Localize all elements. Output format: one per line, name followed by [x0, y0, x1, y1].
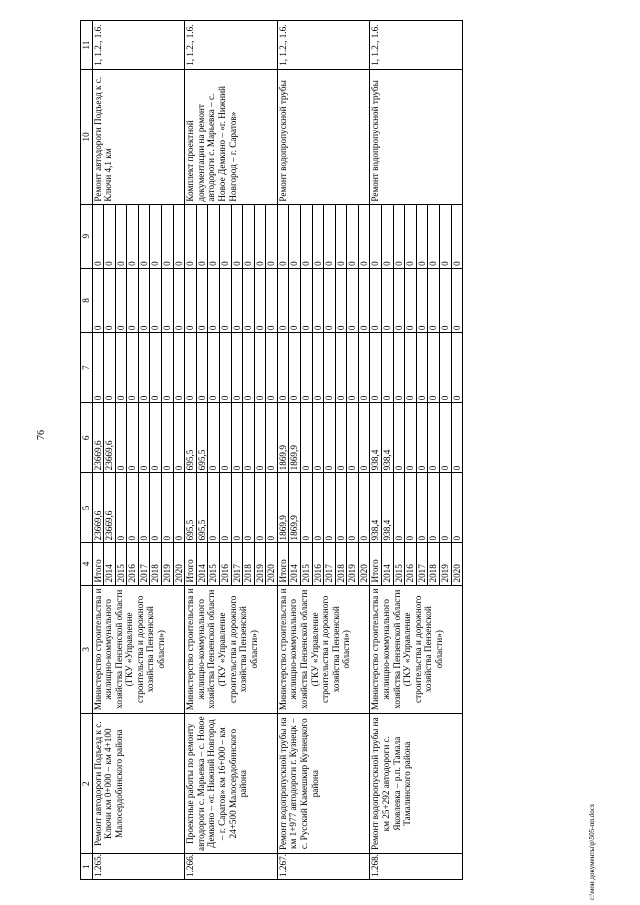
value-cell-v8: 0: [370, 268, 382, 332]
column-header-9: 9: [81, 204, 93, 268]
value-cell-v9: 0: [416, 204, 428, 268]
value-cell-v7: 0: [405, 333, 417, 403]
value-cell-v7: 0: [104, 333, 116, 403]
value-cell-v8: 0: [196, 268, 208, 332]
value-cell-v9: 0: [127, 204, 139, 268]
value-cell-v8: 0: [162, 268, 174, 332]
value-cell-v7: 0: [393, 333, 405, 403]
value-cell-v9: 0: [312, 204, 324, 268]
value-cell-v8: 0: [127, 268, 139, 332]
value-cell-v5: 1869,9: [277, 473, 289, 543]
value-cell-v6: 0: [347, 403, 359, 473]
value-cell-v8: 0: [335, 268, 347, 332]
value-cell-v7: 0: [439, 333, 451, 403]
value-cell-v7: 0: [382, 333, 394, 403]
column-header-10: 10: [81, 70, 93, 204]
value-cell-v5: 0: [428, 473, 440, 543]
value-cell-v7: 0: [150, 333, 162, 403]
value-cell-v9: 0: [289, 204, 301, 268]
value-cell-v9: 0: [266, 204, 278, 268]
value-cell-v5: 0: [347, 473, 359, 543]
value-cell-v7: 0: [289, 333, 301, 403]
value-cell-v5: 695,5: [185, 473, 197, 543]
value-cell-v7: 0: [312, 333, 324, 403]
header-row: [81, 21, 93, 880]
year-cell: 2020: [266, 543, 278, 585]
value-cell-v6: 0: [405, 403, 417, 473]
year-cell: 2016: [405, 543, 417, 585]
value-cell-v8: 0: [104, 268, 116, 332]
reference: 1, 1.2., 1.6.: [277, 21, 370, 70]
value-cell-v6: 0: [324, 403, 336, 473]
year-cell: 2018: [150, 543, 162, 585]
value-cell-v9: 0: [185, 204, 197, 268]
value-cell-v9: 0: [428, 204, 440, 268]
value-cell-v6: 938,4: [370, 403, 382, 473]
value-cell-v6: 0: [254, 403, 266, 473]
value-cell-v7: 0: [185, 333, 197, 403]
column-header-11: 11: [81, 21, 93, 70]
value-cell-v5: 1869,9: [289, 473, 301, 543]
value-cell-v8: 0: [382, 268, 394, 332]
value-cell-v6: 0: [243, 403, 255, 473]
value-cell-v9: 0: [115, 204, 127, 268]
value-cell-v6: 695,5: [185, 403, 197, 473]
column-header-6: 6: [81, 403, 93, 473]
value-cell-v6: 0: [173, 403, 185, 473]
value-cell-v7: 0: [115, 333, 127, 403]
value-cell-v8: 0: [358, 268, 370, 332]
value-cell-v5: 0: [243, 473, 255, 543]
value-cell-v8: 0: [428, 268, 440, 332]
table-row: [370, 21, 382, 880]
value-cell-v8: 0: [266, 268, 278, 332]
column-header-3: 3: [81, 585, 93, 714]
year-cell: 2015: [208, 543, 220, 585]
value-cell-v5: 0: [324, 473, 336, 543]
measure-name: Проектные работы по ремонту автодороги с. Марьевка – с. Новое Демкино – «г. Нижний Новгород – г. Саратов» км 16+000 – км 24+500 Малосердобинского района: [185, 714, 278, 854]
program-table: [80, 20, 463, 880]
value-cell-v7: 0: [208, 333, 220, 403]
value-cell-v5: 0: [416, 473, 428, 543]
value-cell-v9: 0: [162, 204, 174, 268]
value-cell-v8: 0: [277, 268, 289, 332]
value-cell-v7: 0: [335, 333, 347, 403]
value-cell-v9: 0: [347, 204, 359, 268]
value-cell-v5: 0: [138, 473, 150, 543]
value-cell-v8: 0: [208, 268, 220, 332]
value-cell-v7: 0: [451, 333, 463, 403]
value-cell-v9: 0: [219, 204, 231, 268]
year-cell: 2017: [416, 543, 428, 585]
value-cell-v6: 0: [266, 403, 278, 473]
year-cell: 2014: [289, 543, 301, 585]
value-cell-v9: 0: [277, 204, 289, 268]
value-cell-v5: 23669,6: [104, 473, 116, 543]
measure-name: Ремонт автодороги Подъезд к с. Ключи км 0+000 – км 4+100 Малосердобинского района: [92, 714, 185, 854]
value-cell-v6: 0: [127, 403, 139, 473]
value-cell-v6: 0: [219, 403, 231, 473]
year-cell: 2019: [254, 543, 266, 585]
year-cell: 2015: [393, 543, 405, 585]
value-cell-v6: 0: [150, 403, 162, 473]
value-cell-v7: 0: [324, 333, 336, 403]
value-cell-v7: 0: [196, 333, 208, 403]
year-cell: 2019: [162, 543, 174, 585]
value-cell-v5: 0: [358, 473, 370, 543]
value-cell-v7: 0: [358, 333, 370, 403]
value-cell-v6: 0: [439, 403, 451, 473]
column-header-5: 5: [81, 473, 93, 543]
page-number: 76: [36, 430, 47, 440]
value-cell-v8: 0: [393, 268, 405, 332]
value-cell-v8: 0: [115, 268, 127, 332]
year-cell: 2017: [138, 543, 150, 585]
value-cell-v8: 0: [243, 268, 255, 332]
value-cell-v9: 0: [150, 204, 162, 268]
year-cell: 2014: [104, 543, 116, 585]
year-cell: 2020: [173, 543, 185, 585]
value-cell-v6: 0: [451, 403, 463, 473]
value-cell-v6: 938,4: [382, 403, 394, 473]
year-cell: Итого: [277, 543, 289, 585]
reference: 1, 1.2., 1.6.: [370, 21, 463, 70]
year-cell: 2016: [127, 543, 139, 585]
value-cell-v7: 0: [277, 333, 289, 403]
value-cell-v5: 0: [254, 473, 266, 543]
value-cell-v5: 0: [439, 473, 451, 543]
value-cell-v7: 0: [219, 333, 231, 403]
value-cell-v8: 0: [150, 268, 162, 332]
value-cell-v8: 0: [138, 268, 150, 332]
value-cell-v9: 0: [300, 204, 312, 268]
value-cell-v5: 0: [127, 473, 139, 543]
value-cell-v5: 938,4: [382, 473, 394, 543]
measure-name: Ремонт водопропускной трубы на км 25+292 автодороги с. Яковлевка – р.п. Тамала Тамалинского района: [370, 714, 463, 854]
value-cell-v8: 0: [312, 268, 324, 332]
value-cell-v9: 0: [393, 204, 405, 268]
value-cell-v7: 0: [173, 333, 185, 403]
row-id: 1.266.: [185, 854, 278, 880]
value-cell-v7: 0: [231, 333, 243, 403]
value-cell-v8: 0: [451, 268, 463, 332]
value-cell-v6: 0: [231, 403, 243, 473]
value-cell-v5: 0: [312, 473, 324, 543]
value-cell-v8: 0: [289, 268, 301, 332]
value-cell-v8: 0: [300, 268, 312, 332]
value-cell-v5: 938,4: [370, 473, 382, 543]
year-cell: Итого: [92, 543, 104, 585]
value-cell-v8: 0: [324, 268, 336, 332]
value-cell-v6: 23669,6: [92, 403, 104, 473]
executor: Министерство строительства и жилищно-коммунального хозяйства Пензенской области (ГКУ «Управление строительства и дорожного хозяйства Пензенской области»): [370, 585, 463, 714]
column-header-4: 4: [81, 543, 93, 585]
result: Ремонт водопропускной трубы: [370, 70, 463, 204]
result: Ремонт автодороги Подъезд к с. Ключи 4,1 км: [92, 70, 185, 204]
value-cell-v9: 0: [243, 204, 255, 268]
table-row: [185, 21, 197, 880]
value-cell-v6: 0: [312, 403, 324, 473]
value-cell-v6: 0: [138, 403, 150, 473]
year-cell: 2018: [428, 543, 440, 585]
result: Комплект проектной документации на ремонт автодороги с. Марьевка – с. Новое Демкино – «г. Нижний Новгород – г. Саратов»: [185, 70, 278, 204]
executor: Министерство строительства и жилищно-коммунального хозяйства Пензенской области (ГКУ «Управление строительства и дорожного хозяйства Пензенской области»): [185, 585, 278, 714]
value-cell-v5: 0: [231, 473, 243, 543]
value-cell-v6: 23669,6: [104, 403, 116, 473]
value-cell-v8: 0: [416, 268, 428, 332]
year-cell: 2014: [382, 543, 394, 585]
value-cell-v9: 0: [173, 204, 185, 268]
year-cell: 2017: [231, 543, 243, 585]
value-cell-v7: 0: [162, 333, 174, 403]
measure-name: Ремонт водопропускной трубы на км 1+977 автодороги г. Кузнецк – с. Русский Камешкир Кузнецкого района: [277, 714, 370, 854]
year-cell: 2014: [196, 543, 208, 585]
value-cell-v9: 0: [324, 204, 336, 268]
year-cell: 2018: [243, 543, 255, 585]
result: Ремонт водопропускной трубы: [277, 70, 370, 204]
year-cell: 2019: [439, 543, 451, 585]
value-cell-v7: 0: [347, 333, 359, 403]
value-cell-v9: 0: [254, 204, 266, 268]
value-cell-v5: 0: [451, 473, 463, 543]
year-cell: 2017: [324, 543, 336, 585]
value-cell-v6: 0: [428, 403, 440, 473]
value-cell-v5: 0: [266, 473, 278, 543]
value-cell-v8: 0: [347, 268, 359, 332]
executor: Министерство строительства и жилищно-коммунального хозяйства Пензенской области (ГКУ «Управление строительства и дорожного хозяйства Пензенской области»): [92, 585, 185, 714]
year-cell: Итого: [370, 543, 382, 585]
value-cell-v6: 0: [115, 403, 127, 473]
value-cell-v6: 0: [300, 403, 312, 473]
value-cell-v8: 0: [219, 268, 231, 332]
executor: Министерство строительства и жилищно-коммунального хозяйства Пензенской области (ГКУ «Управление строительства и дорожного хозяйства Пензенской области»): [277, 585, 370, 714]
year-cell: 2020: [358, 543, 370, 585]
value-cell-v6: 0: [208, 403, 220, 473]
year-cell: Итого: [185, 543, 197, 585]
value-cell-v9: 0: [439, 204, 451, 268]
value-cell-v6: 1869,9: [277, 403, 289, 473]
value-cell-v8: 0: [185, 268, 197, 332]
reference: 1, 1.2., 1.6.: [185, 21, 278, 70]
value-cell-v5: 0: [335, 473, 347, 543]
value-cell-v9: 0: [358, 204, 370, 268]
value-cell-v9: 0: [231, 204, 243, 268]
value-cell-v7: 0: [127, 333, 139, 403]
column-header-1: 1: [81, 854, 93, 880]
year-cell: 2019: [347, 543, 359, 585]
value-cell-v7: 0: [370, 333, 382, 403]
value-cell-v5: 0: [162, 473, 174, 543]
year-cell: 2015: [300, 543, 312, 585]
value-cell-v6: 0: [162, 403, 174, 473]
value-cell-v8: 0: [405, 268, 417, 332]
value-cell-v9: 0: [370, 204, 382, 268]
table-body: [92, 21, 463, 880]
footer-path: c:\мои документы\p\505-пп.docx: [588, 803, 596, 900]
reference: 1, 1.2., 1.6.: [92, 21, 185, 70]
value-cell-v7: 0: [92, 333, 104, 403]
year-cell: 2016: [219, 543, 231, 585]
value-cell-v9: 0: [104, 204, 116, 268]
column-header-8: 8: [81, 268, 93, 332]
value-cell-v6: 695,5: [196, 403, 208, 473]
value-cell-v6: 0: [416, 403, 428, 473]
value-cell-v6: 0: [358, 403, 370, 473]
value-cell-v5: 0: [405, 473, 417, 543]
value-cell-v5: 0: [219, 473, 231, 543]
row-id: 1.268.: [370, 854, 463, 880]
value-cell-v5: 0: [300, 473, 312, 543]
year-cell: 2015: [115, 543, 127, 585]
value-cell-v5: 0: [208, 473, 220, 543]
value-cell-v9: 0: [208, 204, 220, 268]
value-cell-v9: 0: [451, 204, 463, 268]
value-cell-v7: 0: [138, 333, 150, 403]
year-cell: 2020: [451, 543, 463, 585]
value-cell-v5: 0: [150, 473, 162, 543]
table-row: [277, 21, 289, 880]
value-cell-v5: 23669,6: [92, 473, 104, 543]
year-cell: 2016: [312, 543, 324, 585]
value-cell-v8: 0: [254, 268, 266, 332]
value-cell-v5: 695,5: [196, 473, 208, 543]
rotated-table-wrapper: [80, 20, 625, 880]
value-cell-v9: 0: [138, 204, 150, 268]
row-id: 1.267.: [277, 854, 370, 880]
value-cell-v5: 0: [393, 473, 405, 543]
value-cell-v9: 0: [382, 204, 394, 268]
value-cell-v7: 0: [266, 333, 278, 403]
value-cell-v6: 0: [335, 403, 347, 473]
value-cell-v5: 0: [173, 473, 185, 543]
year-cell: 2018: [335, 543, 347, 585]
table-row: [92, 21, 104, 880]
value-cell-v8: 0: [173, 268, 185, 332]
value-cell-v7: 0: [428, 333, 440, 403]
value-cell-v7: 0: [300, 333, 312, 403]
column-header-7: 7: [81, 333, 93, 403]
value-cell-v7: 0: [243, 333, 255, 403]
value-cell-v5: 0: [115, 473, 127, 543]
row-id: 1.265.: [92, 854, 185, 880]
value-cell-v9: 0: [196, 204, 208, 268]
value-cell-v8: 0: [231, 268, 243, 332]
column-header-2: 2: [81, 714, 93, 854]
value-cell-v7: 0: [254, 333, 266, 403]
value-cell-v6: 1869,9: [289, 403, 301, 473]
value-cell-v9: 0: [92, 204, 104, 268]
value-cell-v6: 0: [393, 403, 405, 473]
value-cell-v9: 0: [335, 204, 347, 268]
value-cell-v7: 0: [416, 333, 428, 403]
value-cell-v9: 0: [405, 204, 417, 268]
value-cell-v8: 0: [92, 268, 104, 332]
value-cell-v8: 0: [439, 268, 451, 332]
